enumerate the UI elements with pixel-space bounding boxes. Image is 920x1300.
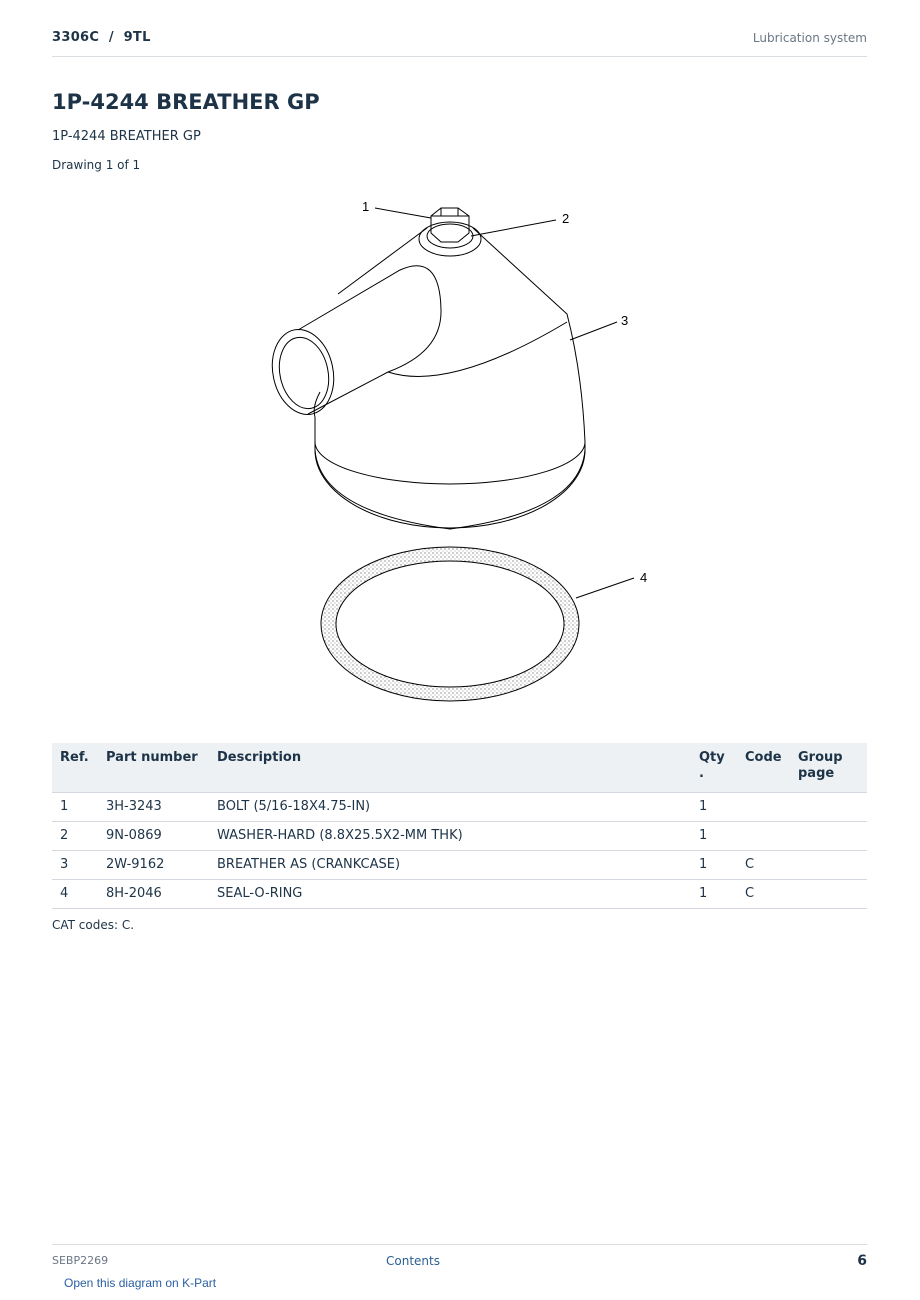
page-subtitle: 1P-4244 BREATHER GP bbox=[52, 129, 201, 144]
page-footer bbox=[52, 1244, 867, 1275]
contents-link[interactable]: Contents bbox=[386, 1254, 440, 1268]
cell-description: BREATHER AS (CRANKCASE) bbox=[209, 851, 691, 880]
cell-code bbox=[737, 793, 790, 822]
cell-qty: 1 bbox=[691, 793, 737, 822]
header-description: Description bbox=[209, 743, 691, 793]
cell-qty: 1 bbox=[691, 822, 737, 851]
bolt-head bbox=[431, 208, 469, 242]
cell-part-number: 9N-0869 bbox=[98, 822, 209, 851]
cell-ref: 2 bbox=[52, 822, 98, 851]
cell-qty: 1 bbox=[691, 880, 737, 909]
cell-group-page bbox=[790, 822, 867, 851]
cell-part-number: 2W-9162 bbox=[98, 851, 209, 880]
cell-description: SEAL-O-RING bbox=[209, 880, 691, 909]
housing-body bbox=[338, 228, 585, 442]
header-ref: Ref. bbox=[52, 743, 98, 793]
cell-code: C bbox=[737, 851, 790, 880]
cat-codes-note: CAT codes: C. bbox=[52, 918, 135, 932]
cell-group-page bbox=[790, 851, 867, 880]
page-header bbox=[52, 28, 867, 57]
drawing-count: Drawing 1 of 1 bbox=[52, 158, 141, 172]
kpart-link[interactable]: Open this diagram on K-Part bbox=[64, 1276, 217, 1290]
washer bbox=[419, 222, 481, 256]
header-qty: Qty . bbox=[691, 743, 737, 793]
table-row bbox=[52, 851, 867, 880]
cell-group-page bbox=[790, 793, 867, 822]
cell-ref: 1 bbox=[52, 793, 98, 822]
callout-1: 1 bbox=[362, 199, 370, 214]
cell-ref: 3 bbox=[52, 851, 98, 880]
callout-3: 3 bbox=[621, 313, 629, 328]
header-group-page: Group page bbox=[790, 743, 867, 793]
document-number: SEBP2269 bbox=[52, 1254, 109, 1267]
cell-part-number: 8H-2046 bbox=[98, 880, 209, 909]
cell-code bbox=[737, 822, 790, 851]
tube-opening-outer bbox=[265, 324, 342, 421]
table-row bbox=[52, 793, 867, 822]
header-part-number: Part number bbox=[98, 743, 209, 793]
cell-ref: 4 bbox=[52, 880, 98, 909]
section-label: Lubrication system bbox=[752, 31, 867, 45]
callout-2: 2 bbox=[562, 211, 570, 226]
cell-part-number: 3H-3243 bbox=[98, 793, 209, 822]
breather-diagram bbox=[220, 192, 700, 712]
page-title: 1P-4244 BREATHER GP bbox=[52, 90, 320, 114]
cell-description: WASHER-HARD (8.8X25.5X2-MM THK) bbox=[209, 822, 691, 851]
tube-opening-inner bbox=[273, 333, 335, 413]
header-code: Code bbox=[737, 743, 790, 793]
housing-skirt bbox=[315, 417, 585, 528]
o-ring-inner bbox=[336, 561, 564, 687]
model-label: 3306C / 9TL bbox=[52, 30, 151, 45]
page-number: 6 bbox=[857, 1253, 867, 1269]
cell-group-page bbox=[790, 880, 867, 909]
table-row bbox=[52, 880, 867, 909]
cell-code: C bbox=[737, 880, 790, 909]
cell-description: BOLT (5/16-18X4.75-IN) bbox=[209, 793, 691, 822]
parts-table bbox=[52, 743, 867, 909]
callout-4: 4 bbox=[640, 570, 648, 585]
table-header-row bbox=[52, 743, 867, 793]
cell-qty: 1 bbox=[691, 851, 737, 880]
table-row bbox=[52, 822, 867, 851]
